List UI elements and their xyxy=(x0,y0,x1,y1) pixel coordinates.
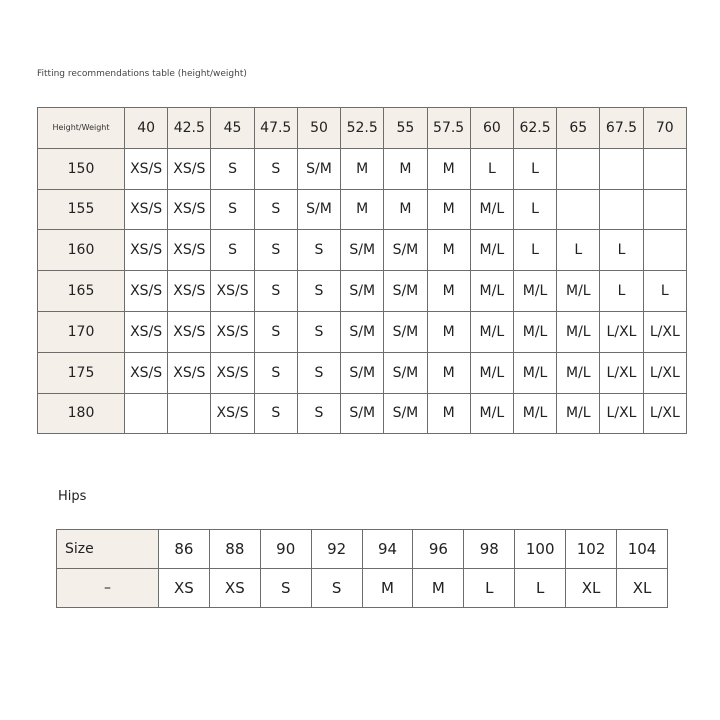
size-cell xyxy=(643,148,686,189)
size-cell: S/M xyxy=(384,271,427,312)
weight-header-cell: 47.5 xyxy=(254,108,297,149)
size-cell: S/M xyxy=(341,230,384,271)
hip-size-cell: 94 xyxy=(362,530,413,569)
weight-header-cell: 57.5 xyxy=(427,108,470,149)
size-cell: M/L xyxy=(470,271,513,312)
size-cell: XS/S xyxy=(168,271,211,312)
size-cell xyxy=(600,189,643,230)
size-cell: L/XL xyxy=(600,311,643,352)
weight-header-cell: 62.5 xyxy=(513,108,556,149)
size-cell: S xyxy=(254,352,297,393)
weight-header-cell: 50 xyxy=(297,108,340,149)
fitting-table-title: Fitting recommendations table (height/weight) xyxy=(37,69,247,79)
size-cell: L xyxy=(643,271,686,312)
weight-header-cell: 45 xyxy=(211,108,254,149)
height-header-cell: 160 xyxy=(38,230,125,271)
size-cell: M xyxy=(427,393,470,434)
size-cell: XS/S xyxy=(168,148,211,189)
size-cell: M xyxy=(427,271,470,312)
size-cell: M/L xyxy=(470,189,513,230)
hip-value-cell: M xyxy=(413,569,464,608)
size-cell: M/L xyxy=(557,311,600,352)
size-cell: XS/S xyxy=(168,352,211,393)
size-cell: L/XL xyxy=(643,393,686,434)
fitting-table xyxy=(37,107,687,434)
size-cell: S xyxy=(254,148,297,189)
size-cell: M xyxy=(427,352,470,393)
size-cell: M/L xyxy=(470,393,513,434)
size-cell: S xyxy=(254,189,297,230)
size-cell: L xyxy=(557,230,600,271)
weight-header-cell: 55 xyxy=(384,108,427,149)
table-row xyxy=(38,189,687,230)
hips-value-row xyxy=(57,569,668,608)
hip-value-cell: XL xyxy=(617,569,668,608)
size-cell: S/M xyxy=(297,148,340,189)
size-cell: XS/S xyxy=(211,352,254,393)
hip-value-cell: L xyxy=(464,569,515,608)
hip-size-cell: 90 xyxy=(260,530,311,569)
size-cell: XS/S xyxy=(125,352,168,393)
size-cell: XS/S xyxy=(125,230,168,271)
size-cell: S xyxy=(254,393,297,434)
fitting-header-row xyxy=(38,108,687,149)
hip-size-cell: 104 xyxy=(617,530,668,569)
size-cell: S xyxy=(297,352,340,393)
hip-size-cell: 98 xyxy=(464,530,515,569)
size-cell: XS/S xyxy=(211,393,254,434)
weight-header-cell: 70 xyxy=(643,108,686,149)
size-cell: S/M xyxy=(384,352,427,393)
weight-header-cell: 60 xyxy=(470,108,513,149)
hips-table xyxy=(56,529,668,608)
size-cell: M/L xyxy=(513,311,556,352)
size-cell xyxy=(125,393,168,434)
size-cell: L xyxy=(600,230,643,271)
size-cell: M xyxy=(427,311,470,352)
size-cell xyxy=(643,230,686,271)
size-cell: L/XL xyxy=(600,352,643,393)
size-cell: S xyxy=(297,311,340,352)
size-cell: S xyxy=(211,189,254,230)
size-cell: M/L xyxy=(513,352,556,393)
size-cell: M xyxy=(341,189,384,230)
size-cell: M/L xyxy=(557,271,600,312)
hips-table-title: Hips xyxy=(58,489,87,504)
size-cell: XS/S xyxy=(211,311,254,352)
height-header-cell: 155 xyxy=(38,189,125,230)
size-cell: S/M xyxy=(341,311,384,352)
size-cell: S xyxy=(254,271,297,312)
hip-value-cell: XL xyxy=(566,569,617,608)
size-cell: S/M xyxy=(297,189,340,230)
size-cell: S xyxy=(254,311,297,352)
height-header-cell: 180 xyxy=(38,393,125,434)
size-cell xyxy=(600,148,643,189)
corner-header-cell: Height/Weight xyxy=(38,108,125,149)
size-cell: S/M xyxy=(341,271,384,312)
hip-value-cell: S xyxy=(311,569,362,608)
size-cell: XS/S xyxy=(125,311,168,352)
size-cell: L/XL xyxy=(600,393,643,434)
size-cell: S/M xyxy=(384,311,427,352)
size-cell: S/M xyxy=(384,230,427,271)
size-cell: XS/S xyxy=(168,230,211,271)
size-cell: M xyxy=(427,189,470,230)
height-header-cell: 175 xyxy=(38,352,125,393)
weight-header-cell: 65 xyxy=(557,108,600,149)
table-row xyxy=(38,311,687,352)
size-cell: M xyxy=(427,230,470,271)
hip-value-cell: S xyxy=(260,569,311,608)
size-cell: S xyxy=(297,271,340,312)
size-cell xyxy=(643,189,686,230)
hip-value-cell: XS xyxy=(209,569,260,608)
size-cell: M xyxy=(384,189,427,230)
size-cell: L xyxy=(470,148,513,189)
size-cell: S/M xyxy=(384,393,427,434)
hip-size-cell: 92 xyxy=(311,530,362,569)
hip-value-cell: XS xyxy=(159,569,210,608)
hip-value-cell: M xyxy=(362,569,413,608)
size-cell xyxy=(557,148,600,189)
size-cell: XS/S xyxy=(125,148,168,189)
table-row xyxy=(38,271,687,312)
height-header-cell: 150 xyxy=(38,148,125,189)
size-cell: S xyxy=(211,148,254,189)
table-row xyxy=(38,148,687,189)
hip-size-cell: 100 xyxy=(515,530,566,569)
table-row xyxy=(38,230,687,271)
size-cell: XS/S xyxy=(125,189,168,230)
size-cell: M/L xyxy=(557,352,600,393)
weight-header-cell: 52.5 xyxy=(341,108,384,149)
size-cell: L xyxy=(513,230,556,271)
size-cell: S/M xyxy=(341,352,384,393)
size-cell: S xyxy=(297,393,340,434)
hip-size-cell: 102 xyxy=(566,530,617,569)
size-cell: XS/S xyxy=(125,271,168,312)
size-cell xyxy=(557,189,600,230)
size-cell: S/M xyxy=(341,393,384,434)
size-cell: L xyxy=(513,189,556,230)
height-header-cell: 170 xyxy=(38,311,125,352)
size-cell: L xyxy=(513,148,556,189)
hip-size-cell: 88 xyxy=(209,530,260,569)
size-cell: L/XL xyxy=(643,352,686,393)
table-row xyxy=(38,352,687,393)
hip-size-cell: 96 xyxy=(413,530,464,569)
size-cell: S xyxy=(254,230,297,271)
weight-header-cell: 67.5 xyxy=(600,108,643,149)
size-cell xyxy=(168,393,211,434)
weight-header-cell: 42.5 xyxy=(168,108,211,149)
size-cell: M/L xyxy=(470,311,513,352)
size-cell: M xyxy=(427,148,470,189)
weight-header-cell: 40 xyxy=(125,108,168,149)
size-cell: L xyxy=(600,271,643,312)
size-cell: XS/S xyxy=(168,189,211,230)
hip-size-cell: 86 xyxy=(159,530,210,569)
hip-value-cell: L xyxy=(515,569,566,608)
size-cell: L/XL xyxy=(643,311,686,352)
size-cell: M xyxy=(384,148,427,189)
size-cell: S xyxy=(297,230,340,271)
row-label-cell: – xyxy=(57,569,159,608)
size-cell: XS/S xyxy=(211,271,254,312)
size-cell: M/L xyxy=(513,271,556,312)
size-cell: XS/S xyxy=(168,311,211,352)
size-label-cell: Size xyxy=(57,530,159,569)
size-cell: M/L xyxy=(557,393,600,434)
size-cell: M/L xyxy=(470,230,513,271)
size-cell: M/L xyxy=(470,352,513,393)
table-row xyxy=(38,393,687,434)
hips-size-row xyxy=(57,530,668,569)
height-header-cell: 165 xyxy=(38,271,125,312)
size-cell: S xyxy=(211,230,254,271)
size-cell: M xyxy=(341,148,384,189)
size-cell: M/L xyxy=(513,393,556,434)
